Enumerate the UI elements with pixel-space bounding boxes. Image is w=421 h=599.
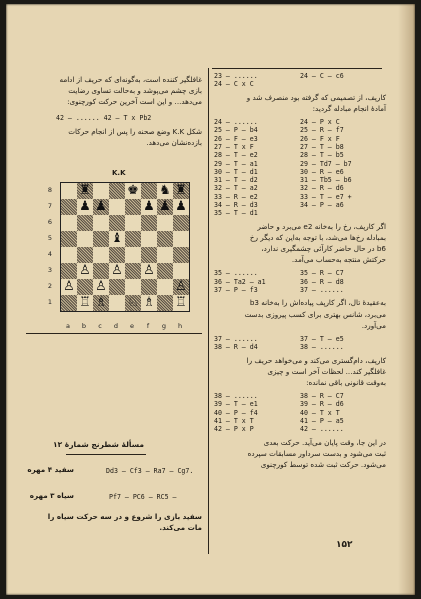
board-square xyxy=(157,247,173,263)
white-pawn-icon: ♙ xyxy=(111,263,123,278)
board-square xyxy=(109,247,125,263)
file-label: a xyxy=(66,322,70,330)
block4-black-move: 38 — ...... xyxy=(300,343,344,352)
board-square xyxy=(141,279,157,295)
block3-white-move: 36 — Ta2 — a1 xyxy=(214,277,266,286)
book-page xyxy=(6,4,415,595)
white-bishop-icon: ♗ xyxy=(95,295,107,310)
board-square xyxy=(141,215,157,231)
file-label: c xyxy=(98,322,102,330)
file-label: d xyxy=(113,322,119,330)
black-rook-icon: ♜ xyxy=(79,183,91,198)
rank-label: 5 xyxy=(47,234,53,242)
black-bishop-icon: ♝ xyxy=(111,231,123,246)
text-line: به‌عقیدهٔ تال، اگر کارپف پیاده‌اش را به‌خانه b3 xyxy=(249,298,386,308)
block5-black-move: 41 — P — a5 xyxy=(300,417,344,425)
block4-white-move: 37 — ...... xyxy=(214,334,258,343)
block2-white-move: 29 — T — a1 xyxy=(214,159,258,168)
block2-black-move: 32 — R — d6 xyxy=(300,184,344,193)
white-moves: Dd3 — Cf3 — Ra7 — Cg7. xyxy=(106,467,194,475)
black-knight-icon: ♞ xyxy=(159,183,171,198)
block5-white-move: 42 — P x P xyxy=(214,425,254,434)
text-line: غافلگیر کننده است، به‌گونه‌ای که حریف از ادامه xyxy=(59,75,202,84)
board-square xyxy=(109,199,125,215)
block5-black-move: 40 — T x T xyxy=(300,408,340,417)
block2-white-move: 24 — ...... xyxy=(214,118,258,126)
block5-white-move: 40 — P — f4 xyxy=(214,408,258,417)
board-square xyxy=(61,199,77,215)
block4-white-move: 38 — R — d4 xyxy=(214,343,258,352)
board-square xyxy=(77,279,93,295)
block2-black-move: 33 — T — e7 + xyxy=(300,192,352,201)
board-square xyxy=(125,247,141,263)
block3-black-move: 35 — R — C7 xyxy=(300,269,344,278)
column-top-rule xyxy=(212,68,382,69)
block5-black-move: 42 — ...... xyxy=(300,425,344,434)
white-pawn-icon: ♙ xyxy=(175,279,187,294)
board-square xyxy=(77,215,93,231)
paragraph-3 xyxy=(214,297,386,331)
board-square xyxy=(61,183,77,199)
block3-white-move: 35 — ...... xyxy=(214,269,258,278)
block2-white-move: 31 — T — d2 xyxy=(214,176,258,185)
paragraph-4 xyxy=(214,355,386,389)
block4-black-move: 37 — T — e5 xyxy=(300,334,344,343)
block2-white-move: 27 — T x F xyxy=(214,142,254,151)
text-line: بمبادله رخ‌ها می‌شد، با توجه به‌این که دیگر رخ xyxy=(249,232,386,242)
block2-black-move: 24 — P x C xyxy=(300,118,340,126)
board-square xyxy=(61,215,77,231)
rank-label: 2 xyxy=(47,282,53,290)
text-line: بازده‌نشان می‌دهد. xyxy=(146,138,202,148)
board-square xyxy=(93,247,109,263)
block5-black-move: 38 — R — C7 xyxy=(300,392,344,401)
board-square xyxy=(157,263,173,279)
board-square xyxy=(109,215,125,231)
text-line: در این جا، وقت پایان می‌آید. حرکت بعدی xyxy=(263,437,386,447)
board-square xyxy=(93,215,109,231)
text-line: می‌شود. حرکت ثبت شده توسط کورچنوی xyxy=(260,460,386,469)
page-fold-shadow xyxy=(398,4,415,595)
block3-black-move: 37 — ...... xyxy=(300,286,344,294)
black-pawn-icon: ♟ xyxy=(95,199,107,214)
block2-white-move: 28 — T — e2 xyxy=(214,151,258,160)
board-square xyxy=(109,183,125,199)
black-king-icon: ♚ xyxy=(127,183,139,198)
white-rook-icon: ♖ xyxy=(79,295,91,310)
text-line: شکل K.K وضع صحنه را پس از انجام حرکات xyxy=(68,127,202,136)
section-divider xyxy=(26,333,202,334)
text-line: سفید بازی را شروع و در سه حرکت سیاه را xyxy=(47,512,202,521)
file-label: g xyxy=(161,322,167,330)
board-square xyxy=(173,247,189,263)
block2-white-move: 34 — R — d3 xyxy=(214,201,258,209)
text-line: کارپف، دام‌گستری می‌کند و می‌خواهد حریف را xyxy=(246,355,386,365)
black-rook-icon: ♜ xyxy=(175,183,187,198)
block5-white-move: 41 — T x T xyxy=(214,417,254,425)
board-square xyxy=(157,215,173,231)
board-square xyxy=(61,263,77,279)
board-square xyxy=(141,247,157,263)
block2-black-move: 34 — P — a6 xyxy=(300,201,344,209)
text-line: b6 در حال حاضر کارآئی چشمگیری ندارد، xyxy=(261,244,386,253)
paragraph-5 xyxy=(214,437,386,471)
left-intro-paragraph xyxy=(26,74,202,108)
rank-label: 8 xyxy=(47,186,53,194)
board-square xyxy=(125,215,141,231)
board-square xyxy=(141,231,157,247)
board-square xyxy=(173,215,189,231)
text-line: غافلگیر کند... لحظات آخر است و چیزی xyxy=(267,366,386,376)
title-underline xyxy=(66,454,146,455)
white-pieces-label: سفید ۴ مهره xyxy=(27,465,74,474)
block2-white-move: 32 — T — a2 xyxy=(214,184,258,193)
block3-black-move: 36 — R — d8 xyxy=(300,277,344,286)
text-line: به‌وقت قانونی باقی نمانده: xyxy=(306,377,386,387)
text-line: کارپف، از تصمیمی که گرفته بود منصرف شد و xyxy=(246,92,386,102)
block3-white-move: 37 — P — f3 xyxy=(214,286,258,294)
page-number: ۱۵۲ xyxy=(336,540,353,550)
white-rook-icon: ♖ xyxy=(175,295,187,310)
block2-black-move: 30 — R — e6 xyxy=(300,167,344,176)
file-label: b xyxy=(81,322,87,330)
black-pawn-icon: ♟ xyxy=(143,199,155,214)
block2-black-move: 29 — Td7 — b7 xyxy=(300,159,352,168)
board-square xyxy=(61,295,77,311)
board-square xyxy=(93,183,109,199)
text-line: اگر کارپف، رخ را به‌خانه e2 می‌برد و حاضر xyxy=(257,221,386,231)
board-square xyxy=(77,231,93,247)
block2-white-move: 33 — R — e2 xyxy=(214,192,258,201)
problem-title: مسألهٔ شطرنج شمارهٔ ۱۲ xyxy=(53,440,144,449)
intro-move: 42 — ...... 42 — T x Pb2 xyxy=(56,114,152,122)
board-square xyxy=(157,231,173,247)
rank-label: 6 xyxy=(47,218,53,226)
block2-white-move: 25 — P — b4 xyxy=(214,126,258,135)
board-square xyxy=(141,183,157,199)
rank-label: 7 xyxy=(47,202,53,210)
board-square xyxy=(125,231,141,247)
chess-board xyxy=(60,182,190,312)
file-label: f xyxy=(146,322,150,330)
board-square xyxy=(61,231,77,247)
white-pawn-icon: ♙ xyxy=(79,263,91,278)
block2-white-move: 30 — T — d1 xyxy=(214,167,258,176)
board-square xyxy=(109,295,125,311)
board-square xyxy=(173,263,189,279)
block2-black-move: 31 — Tb5 — b6 xyxy=(300,176,352,185)
white-knight-icon: ♘ xyxy=(127,295,139,310)
block2-white-move: 26 — F — e3 xyxy=(214,134,258,143)
black-moves: Pf7 — PC6 — RC5 — xyxy=(109,493,177,501)
black-pawn-icon: ♟ xyxy=(159,199,171,214)
white-pawn-icon: ♙ xyxy=(143,263,155,278)
diagram-title: K.K xyxy=(112,169,126,177)
block5-black-move: 39 — R — d6 xyxy=(300,400,344,409)
paragraph-2 xyxy=(214,221,386,266)
black-pawn-icon: ♟ xyxy=(79,199,91,214)
white-bishop-icon: ♗ xyxy=(143,295,155,310)
board-square xyxy=(61,247,77,263)
board-square xyxy=(125,263,141,279)
block5-white-move: 38 — ...... xyxy=(214,392,258,401)
file-label: e xyxy=(130,322,134,330)
board-square xyxy=(93,263,109,279)
problem-instructions xyxy=(26,511,202,533)
board-square xyxy=(173,231,189,247)
diagram-caption xyxy=(26,126,202,148)
block1-white-move: 23 — ...... xyxy=(214,72,258,80)
board-square xyxy=(125,199,141,215)
text-line: آمادهٔ انجام مبادله گردید: xyxy=(312,103,386,113)
white-pawn-icon: ♙ xyxy=(95,279,107,294)
rank-label: 4 xyxy=(47,250,53,258)
board-square xyxy=(109,279,125,295)
rank-label: 1 xyxy=(47,298,53,306)
paragraph-1 xyxy=(214,92,386,114)
text-line: می‌برد، شانس بهتری برای کسب پیروزی بدست xyxy=(244,309,386,319)
board-square xyxy=(157,279,173,295)
text-line: می‌دهد... و این است آخرین حرکت کورچنوی: xyxy=(67,97,202,107)
text-line: ثبت می‌شود و بدست سرداور مسابقات سپرده xyxy=(247,448,386,458)
rank-label: 3 xyxy=(47,266,53,274)
file-label: h xyxy=(177,322,183,330)
text-line: می‌آورد. xyxy=(361,320,386,330)
black-pieces-label: سیاه ۳ مهره xyxy=(29,491,74,500)
block2-black-move: 26 — F x F xyxy=(300,134,340,143)
block2-black-move: 25 — R — f7 xyxy=(300,126,344,135)
right-column xyxy=(214,70,386,560)
block2-black-move: 27 — T — b8 xyxy=(300,142,344,151)
board-square xyxy=(157,295,173,311)
black-pawn-icon: ♟ xyxy=(175,199,187,214)
block2-white-move: 35 — T — d1 xyxy=(214,209,258,218)
board-square xyxy=(125,279,141,295)
board-square xyxy=(77,247,93,263)
block5-white-move: 39 — T — e1 xyxy=(214,400,258,409)
column-divider xyxy=(208,68,209,554)
block2-black-move: 28 — T — b5 xyxy=(300,151,344,160)
block1-black-move: 24 — C — c6 xyxy=(300,72,344,80)
block1-white-move: 24 — C x C xyxy=(214,80,254,89)
white-pawn-icon: ♙ xyxy=(63,279,75,294)
board-square xyxy=(93,231,109,247)
text-line: حرکتش منتجه به‌حساب می‌آمد. xyxy=(291,255,386,265)
text-line: بازی چشم می‌پوشد و به‌حالت تساوی رضایت xyxy=(68,86,202,96)
text-line: مات می‌کند. xyxy=(159,523,202,533)
